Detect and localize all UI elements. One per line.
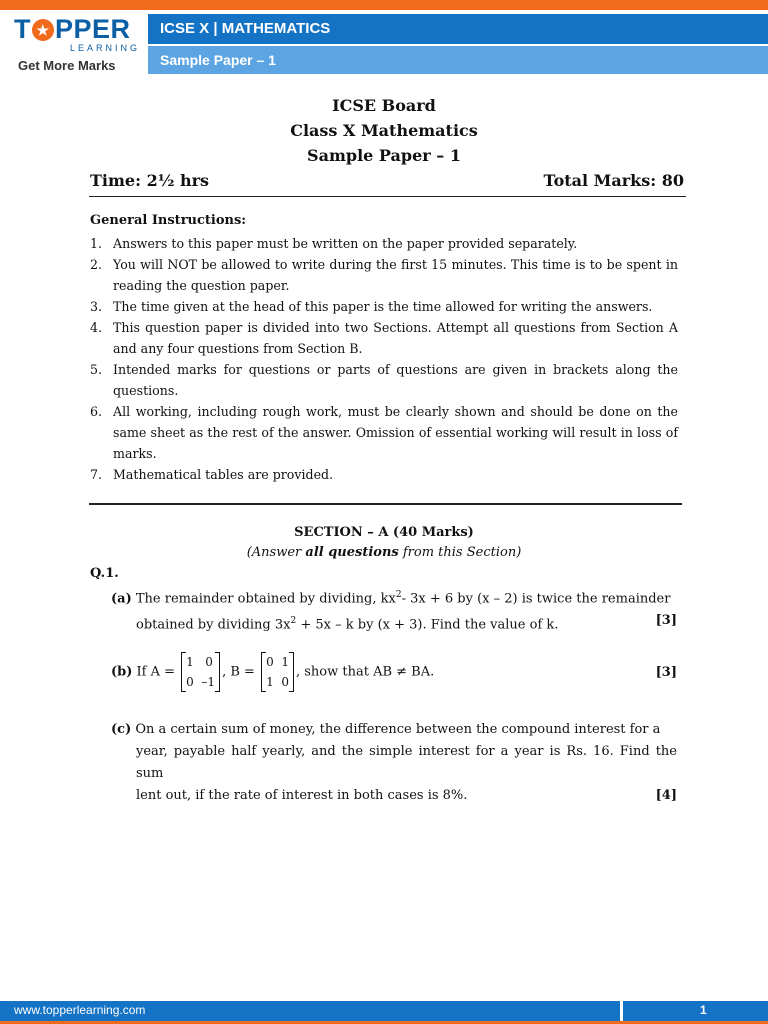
superscript: 2 xyxy=(290,616,297,627)
instruction-item xyxy=(90,233,678,254)
part-c-text1: On a certain sum of money, the difference between the compound interest for a xyxy=(131,722,661,737)
matrix-b xyxy=(261,652,294,692)
page-number: 1 xyxy=(700,1003,707,1017)
part-a-text1: The remainder obtained by dividing, kx xyxy=(131,591,396,607)
instruction-item xyxy=(90,254,678,296)
part-a-text3: obtained by dividing 3x xyxy=(136,617,291,633)
matrix-row: 0 –1 xyxy=(186,675,216,689)
header-divider xyxy=(89,196,686,197)
instructions-heading: General Instructions: xyxy=(90,213,247,228)
matrix-row: 0 1 xyxy=(266,655,289,669)
instruction-text: You will NOT be allowed to write during the first 15 minutes. This time is to be spent in reading the question paper. xyxy=(113,257,678,293)
instruction-text: The time given at the head of this paper is the time allowed for writing the answers. xyxy=(113,299,653,314)
board-title: ICSE Board xyxy=(332,96,436,115)
part-a-line1 xyxy=(111,584,677,610)
section-subtitle xyxy=(0,545,768,560)
part-b-line xyxy=(111,652,677,694)
logo-sub: LEARNING xyxy=(70,43,141,53)
part-a-line2 xyxy=(111,610,677,636)
instruction-item xyxy=(90,317,678,359)
part-tag: (a) xyxy=(111,591,132,607)
part-a-text2: - 3x + 6 by (x – 2) is twice the remainder xyxy=(401,591,671,607)
part-b-mid: , B = xyxy=(222,664,260,680)
section-sub-bold: all questions xyxy=(305,545,399,560)
instruction-item xyxy=(90,464,678,485)
subject-banner xyxy=(148,14,768,44)
instruction-item xyxy=(90,359,678,401)
matrix-row: 1 0 xyxy=(266,675,289,689)
time-allowed: Time: 2½ hrs xyxy=(90,171,210,190)
instruction-text: All working, including rough work, must be clearly shown and should be done on the same sheet as the rest of the answer. Omission of essential working will result in loss of marks. xyxy=(113,404,678,461)
part-tag: (c) xyxy=(111,722,132,737)
paper-banner xyxy=(148,46,768,74)
instructions-list xyxy=(90,233,678,485)
top-accent-stripe xyxy=(0,0,768,10)
part-a-text4: + 5x – k by (x + 3). Find the value of k. xyxy=(296,617,559,633)
part-c-text3: lent out, if the rate of interest in both cases is 8%. xyxy=(136,788,468,803)
marks-label: [4] xyxy=(655,788,677,803)
footer-bar xyxy=(0,1001,768,1021)
part-c-line1 xyxy=(111,719,677,741)
paper-title: Sample Paper – 1 xyxy=(307,146,461,165)
instruction-number: 1. xyxy=(90,236,103,251)
instruction-number: 2. xyxy=(90,257,103,272)
part-c-line2: year, payable half yearly, and the simple interest for a year is Rs. 16. Find the sum xyxy=(136,744,677,781)
question-part-c xyxy=(111,719,677,807)
instruction-number: 6. xyxy=(90,404,103,419)
total-marks: Total Marks: 80 xyxy=(543,171,684,190)
question-part-a xyxy=(111,584,677,637)
instruction-text: Mathematical tables are provided. xyxy=(113,467,334,482)
subject-label: ICSE X | MATHEMATICS xyxy=(160,20,331,37)
part-c-line3 xyxy=(111,785,677,807)
part-b-post: , show that AB ≠ BA. xyxy=(295,664,435,680)
part-tag: (b) xyxy=(111,664,133,680)
instruction-item xyxy=(90,401,678,464)
instruction-item xyxy=(90,296,678,317)
section-title: SECTION – A (40 Marks) xyxy=(294,525,474,540)
logo-brand: T ★ PPER xyxy=(14,14,131,44)
star-icon: ★ xyxy=(32,19,54,41)
superscript: 2 xyxy=(395,590,402,600)
matrix-a xyxy=(181,652,220,692)
footer-separator xyxy=(620,1001,623,1021)
part-b-if: If A = xyxy=(132,664,180,680)
footer-url[interactable]: www.topperlearning.com xyxy=(14,1003,146,1017)
matrix-row: 1 0 xyxy=(186,655,213,669)
question-part-b xyxy=(111,652,677,694)
section-sub-pre: (Answer xyxy=(246,545,306,560)
instruction-text: Answers to this paper must be written on the paper provided separately. xyxy=(113,236,578,251)
instruction-text: Intended marks for questions or parts of questions are given in brackets along the questions. xyxy=(113,362,678,398)
paper-label: Sample Paper – 1 xyxy=(160,52,276,68)
topper-logo xyxy=(14,14,141,76)
instruction-number: 4. xyxy=(90,320,103,335)
instruction-number: 3. xyxy=(90,299,103,314)
marks-label: [3] xyxy=(655,613,677,629)
marks-label: [3] xyxy=(655,665,677,680)
class-title: Class X Mathematics xyxy=(290,121,478,140)
section-divider xyxy=(89,503,682,505)
logo-tagline: Get More Marks xyxy=(18,58,116,73)
instruction-number: 5. xyxy=(90,362,103,377)
instruction-number: 7. xyxy=(90,467,103,482)
instruction-text: This question paper is divided into two Sections. Attempt all questions from Section A and any four questions from Section B. xyxy=(113,320,678,356)
question-number: Q.1. xyxy=(90,566,119,581)
section-sub-post: from this Section) xyxy=(398,545,522,560)
